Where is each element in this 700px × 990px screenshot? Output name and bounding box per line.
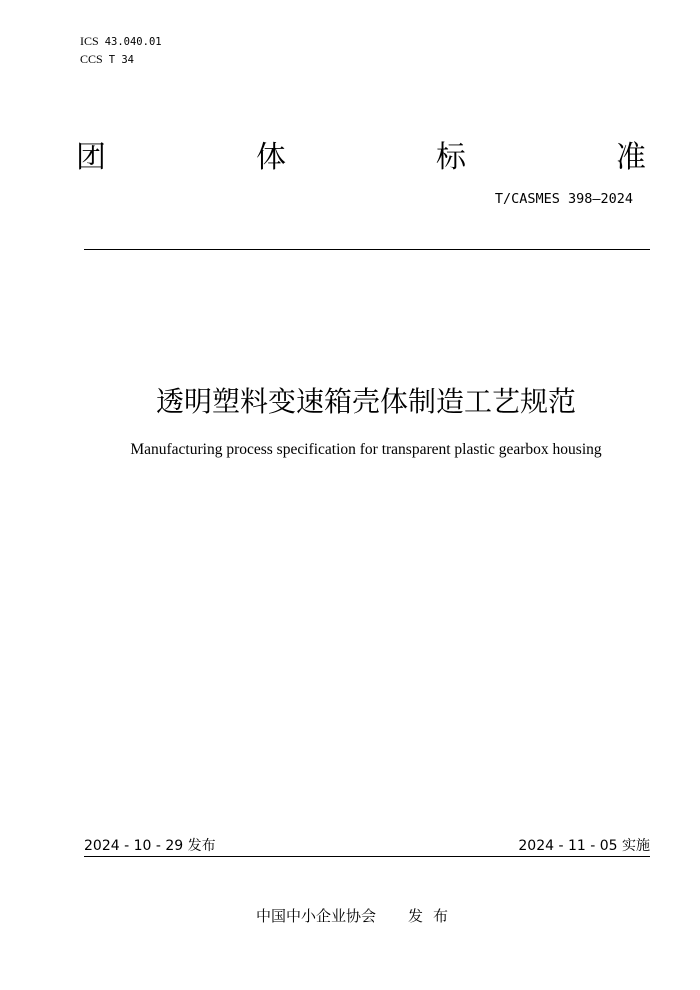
ics-code-line [80,33,162,51]
ics-label: ICS [80,34,99,48]
title-chinese: 透明塑料变速箱壳体制造工艺规范 [155,385,576,418]
ccs-code-line [80,51,162,69]
ccs-value: T 34 [108,54,134,66]
standard-type-char: 体 [256,140,286,175]
standard-number: T/CASMES 398—2024 [494,191,633,207]
standard-type-char: 标 [436,140,466,175]
issue-date: 2024 - 10 - 29 发布 [84,838,216,854]
implementation-date: 2024 - 11 - 05 实施 [518,838,650,854]
standard-type-heading [76,134,646,174]
standard-type-char: 团 [76,140,106,175]
bottom-divider [84,856,650,857]
publisher-action: 发布 [408,907,459,925]
publisher-line [256,905,458,926]
ccs-label: CCS [80,52,103,66]
publisher-organization: 中国中小企业协会 [256,907,377,925]
top-divider [84,249,650,250]
classification-codes [80,33,162,69]
title-english: Manufacturing process specification for transparent plastic gearbox housing [130,441,602,458]
ics-value: 43.040.01 [104,36,162,48]
standard-type-char: 准 [616,140,646,175]
